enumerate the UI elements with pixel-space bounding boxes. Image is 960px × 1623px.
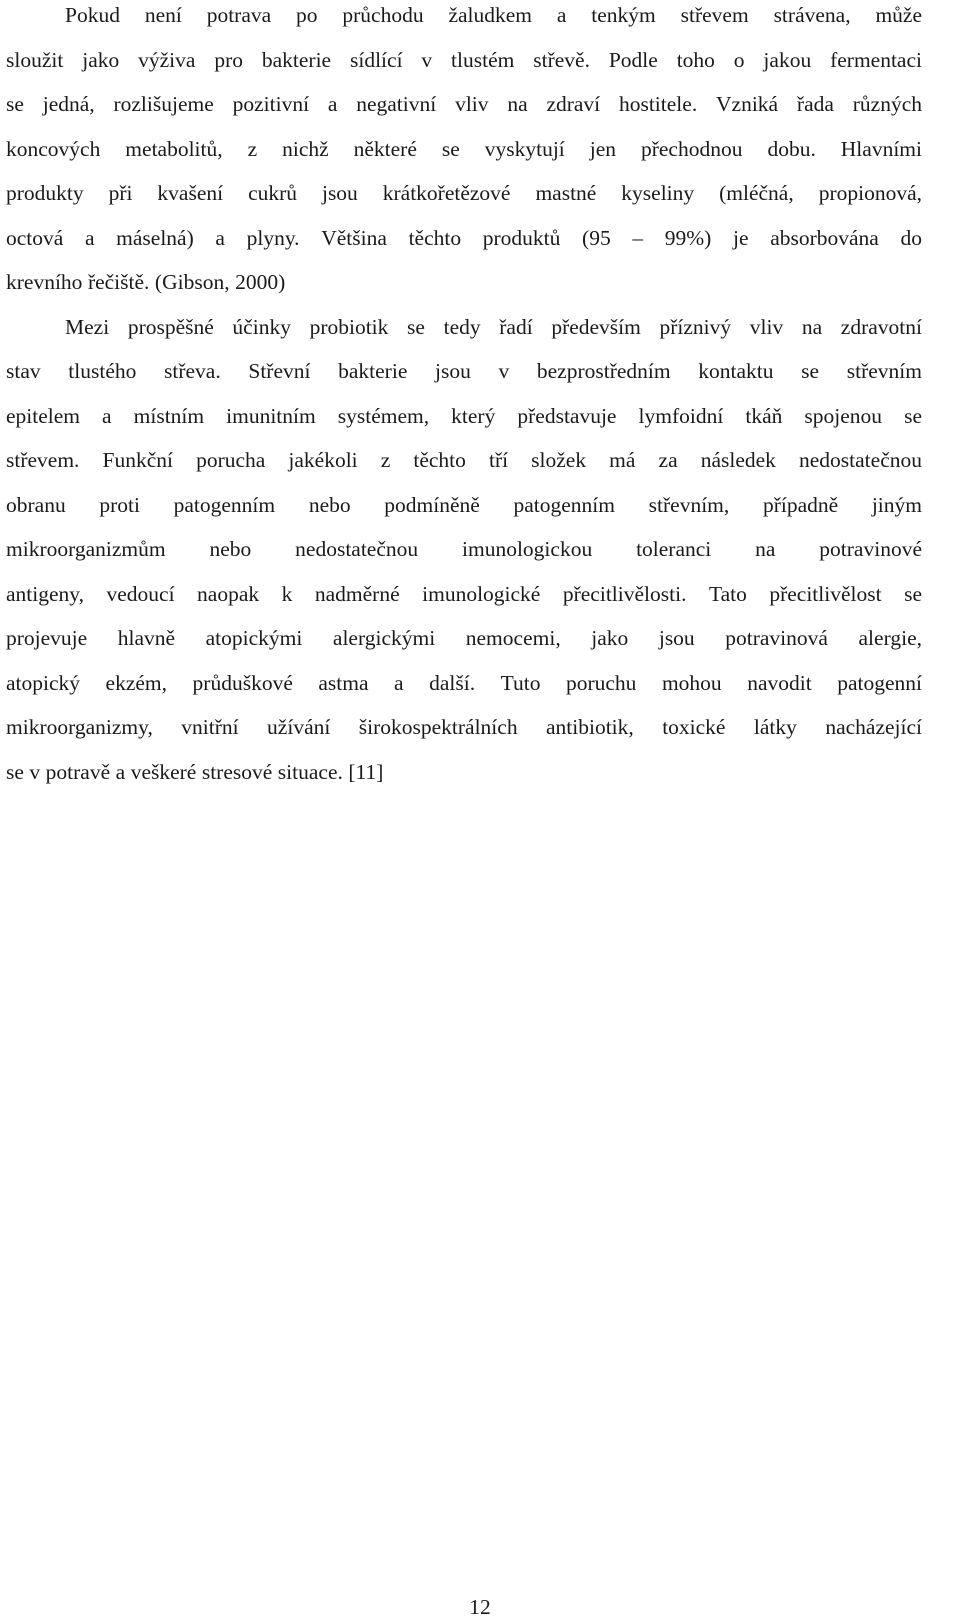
word: nebo [209,537,252,561]
word: – [632,225,644,250]
word: jakou [763,47,812,72]
word: krevního [6,270,83,294]
word: střeva. [164,359,221,383]
word: strávena, [773,3,851,27]
word: vliv [749,314,784,339]
word: nichž [282,136,329,161]
page-number: 12 [469,1595,491,1619]
word: lymfoidní [638,403,724,428]
word: antibiotik, [545,715,634,739]
word: proti [99,492,140,517]
word: podmíněně [384,492,480,517]
word: Střevní [248,359,311,383]
word: střevem. [6,448,80,472]
word: (95 [582,225,611,250]
word: příznivý [659,314,732,339]
word: porucha [196,448,266,472]
word: produktů [482,225,561,250]
word: má [609,448,636,472]
word: stav [6,359,41,383]
word: na [801,314,823,339]
word: nedostatečnou [295,537,419,561]
word: se [407,314,425,339]
word: tří [488,448,509,472]
word: těchto [408,225,462,250]
word: a [394,670,404,695]
word: a [215,225,225,250]
word: mastné [535,181,597,205]
word: kvašení [157,181,224,205]
word: dobu. [767,136,816,161]
word: nadměrné [314,581,400,606]
word: projevuje [6,626,88,650]
word: širokospektrálních [358,715,518,739]
word: imunologické [422,581,541,606]
word: produkty [6,181,84,205]
word: bezprostředním [536,359,671,383]
word: astma [318,670,369,695]
word: octová [6,225,64,250]
word: řečiště. [87,270,150,294]
word: žaludkem [448,3,533,27]
word: alergickými [332,626,436,650]
word: tedy [443,314,481,339]
word: účinky [232,314,291,339]
word: Podle [608,47,658,72]
word: krátkořetězové [382,181,511,205]
word: jako [591,626,629,650]
word: přecitlivělost [769,581,882,606]
word: k [281,581,293,606]
word: z [380,448,391,472]
word: různých [852,92,922,116]
word: mikroorganizmy, [6,715,153,739]
word: výživa [138,47,196,72]
word: hlavně [117,626,176,650]
word: Tato [708,581,747,606]
word: jiným [871,492,922,517]
word: se [801,359,820,383]
word: zdraví [546,92,601,116]
word: naopak [197,581,260,606]
word: se [904,403,922,428]
word: toleranci [636,537,712,561]
word: se [441,136,460,161]
word: v [421,47,433,72]
word: Hlavními [840,136,922,161]
word: tkáň [745,403,783,428]
word: v [498,359,510,383]
word: který [451,403,496,428]
word: probiotik [309,314,389,339]
word: po [296,3,318,27]
word: rozlišujeme [113,92,214,116]
word: za [658,448,678,472]
word: může [875,3,922,27]
word: střevě. [533,47,590,72]
word: střevem [680,3,749,27]
word: řadí [499,314,533,339]
word: se [904,581,922,606]
word: hostitele. [618,92,698,116]
word: jedná, [42,92,95,116]
word: [11] [348,759,384,784]
word: vliv [455,92,489,116]
word: 2000) [235,270,286,294]
word: plyny. [246,225,300,250]
word: 99%) [664,225,712,250]
word: ekzém, [105,670,168,695]
word: při [108,181,133,205]
word: zdravotní [840,314,922,339]
word: patogenním [173,492,276,517]
word: navodit [747,670,812,695]
word: absorbována [770,225,879,250]
word: vnitřní [181,715,239,739]
word: přecitlivělosti. [562,581,687,606]
word: imunitním [226,403,316,428]
word: do [900,225,922,250]
word: sídlící [349,47,403,72]
word: jsou [321,181,358,205]
word: antigeny, [6,581,85,606]
word: patogenní [837,670,922,695]
word: nedostatečnou [799,448,922,472]
word: Funkční [102,448,173,472]
word: složek [531,448,587,472]
word: epitelem [6,403,81,428]
word: Vzniká [716,92,779,116]
word: situace. [277,759,343,784]
word: především [551,314,641,339]
word: o [733,47,745,72]
word: koncových [6,136,101,161]
word: cukrů [248,181,298,205]
word: střevním [846,359,922,383]
word: látky [753,715,797,739]
word: se [6,759,24,784]
word: Tuto [500,670,541,695]
word: jsou [435,359,471,383]
word: a [84,225,95,250]
word: není [144,3,182,27]
word: patogenním [513,492,615,517]
word: systémem, [337,403,430,428]
word: poruchu [565,670,637,695]
word: tlustého [68,359,137,383]
word: nacházející [825,715,922,739]
word: průduškové [192,670,293,695]
word: jako [82,47,120,72]
word: průchodu [342,3,424,27]
word: potravinová [725,626,828,650]
word: prospěšné [127,314,214,339]
word: potravě [45,759,111,784]
word: obranu [6,492,66,517]
word: užívání [267,715,331,739]
word: a [556,3,567,27]
word: alergie, [858,626,922,650]
word: potrava [206,3,272,27]
word: metabolitů, [125,136,223,161]
word: místním [133,403,205,428]
word: řada [796,92,834,116]
word: některé [353,136,417,161]
word: vyskytují [484,136,565,161]
word: negativní [356,92,437,116]
word: nebo [308,492,351,517]
word: toxické [662,715,726,739]
word: Mezi [65,314,110,339]
word: jen [589,136,617,161]
word: mikroorganizmům [6,537,166,561]
word: veškeré [130,759,197,784]
word: a [115,759,126,784]
word: pozitivní [232,92,310,116]
word: a [102,403,112,428]
word: máselná) [116,225,194,250]
word: představuje [517,403,617,428]
word: kontaktu [698,359,774,383]
word: jakékoli [288,448,358,472]
word: na [755,537,776,561]
word: další. [429,670,476,695]
word: následek [700,448,776,472]
word: propionová, [818,181,922,205]
word: Většina [321,225,387,250]
word: potravinové [819,537,922,561]
word: bakterie [338,359,408,383]
word: z [247,136,258,161]
word: a [327,92,338,116]
word: pro [214,47,243,72]
word: (Gibson, [154,270,230,294]
word: střevním, [648,492,730,517]
word: imunologickou [462,537,593,561]
word: tenkým [591,3,656,27]
word: mohou [661,670,722,695]
word: fermentaci [830,47,922,72]
word: se [6,92,24,116]
word: atopickými [205,626,303,650]
word: případně [762,492,839,517]
word: jsou [658,626,695,650]
word: v [29,759,41,784]
word: kyseliny [621,181,695,205]
word: stresové [201,759,273,784]
word: sloužit [6,47,64,72]
word: bakterie [261,47,332,72]
word: spojenou [804,403,883,428]
word: tlustém [451,47,515,72]
word: Pokud [65,3,120,27]
word: nemocemi, [465,626,561,650]
word: (mléčná, [719,181,794,205]
word: přechodnou [640,136,743,161]
word: vedoucí [106,581,175,606]
word: těchto [413,448,466,472]
word: atopický [6,670,81,695]
word: na [507,92,528,116]
word: je [733,225,749,250]
word: toho [676,47,715,72]
